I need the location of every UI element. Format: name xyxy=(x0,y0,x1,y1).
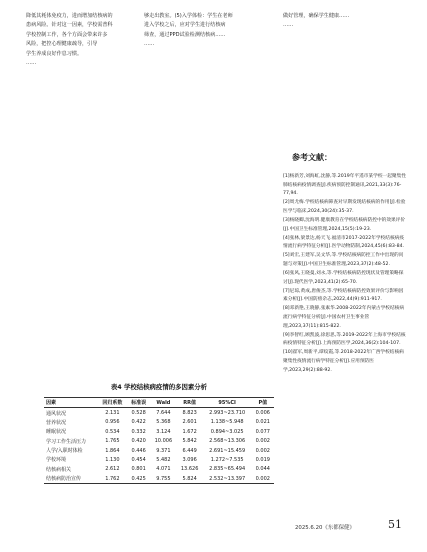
table-row xyxy=(44,418,274,427)
header-coef: 回归系数 xyxy=(102,400,123,407)
table-row xyxy=(44,474,274,484)
paragraph-line: 风险，把控心理健康疏导，引导 xyxy=(26,41,98,48)
table-4 xyxy=(44,382,274,484)
table-cell: 0.956 xyxy=(105,419,120,426)
table-cell: 结核病防治宣传 xyxy=(46,476,82,483)
table-cell: 1.672 xyxy=(182,428,197,435)
table-cell: 睡眠状况 xyxy=(46,429,67,436)
header-ci: 95%CI xyxy=(218,399,236,406)
table-cell: 0.006 xyxy=(255,410,270,417)
reference-item: [1]杨新芳,刘海虹,沈静,等.2019年平遥市某学校一起聚集性肺结核病疫情调查[J].疾病预防控制通讯,2021,33(3):76-77,94. xyxy=(283,174,406,197)
table-cell: 1.762 xyxy=(105,475,120,482)
reference-item: [7]尼琼,黄成,唐俊杰,等.学校结核病防控效果评价与影响因素分析[J].中国防痨杂志,2022,44(9):911-917. xyxy=(283,288,404,303)
table-row xyxy=(44,408,274,418)
table-cell: 9.755 xyxy=(156,475,171,482)
reference-item: [2]周尤梅.学校结核病筛查对早期发现结核病的作用[J].检验医学与临床,2024,30(24):35-37. xyxy=(283,200,406,214)
table-cell: 0.420 xyxy=(131,438,146,445)
table-cell: 7.644 xyxy=(156,410,171,417)
reference-item: [6]张风,王晓曼,刘永,等.学校结核病防控现状及管理策略探讨[J].现代医学,2023,41(2):65-70. xyxy=(283,271,404,285)
table-row xyxy=(44,465,274,474)
left-text-column xyxy=(26,12,130,68)
reference-item: [8]邓新艳,王晓静,张素华.2008-2022年内蒙古学校结核病流行病学特征分析[J].中国农村卫生事业管理,2023,37(11):815-822. xyxy=(283,306,405,329)
table-cell: 营养状况 xyxy=(46,419,67,426)
reference-item: [4]张林,梁景达,杨天飞.福清市2017-2022年学校结核病疫情流行病学特征分析[J].医学动物防制,2024,45(6):83-84. xyxy=(283,235,405,250)
table-cell: 6.449 xyxy=(182,447,197,454)
table-cell: 0.528 xyxy=(131,410,146,417)
header-wald: Wald xyxy=(156,399,171,406)
table-row xyxy=(44,437,274,446)
table-row xyxy=(44,455,274,464)
table-cell: 0.019 xyxy=(255,456,270,463)
table-cell: 13.626 xyxy=(180,466,199,473)
table-cell: 2.532~13.397 xyxy=(209,475,246,482)
table-cell: 0.534 xyxy=(105,428,120,435)
table-row xyxy=(44,427,274,436)
table-cell: 9.371 xyxy=(156,447,171,454)
paragraph-line: 进入学校之后，应对学生进行结核病 xyxy=(144,22,226,29)
table-cell: 1.272~7.535 xyxy=(210,456,244,463)
header-p: P值 xyxy=(258,400,268,407)
table-cell: 2.835~65.494 xyxy=(209,466,246,473)
references-title: 参考文献： xyxy=(292,153,332,162)
reference-item: [5]刘宏,王建军,吴文华,等.学校结核病防控工作中出现的问题与对策[J].中国卫生标准管理,2023,37(2):48-52. xyxy=(283,253,404,267)
table-cell: 人学/入职时体检 xyxy=(46,448,83,455)
table-cell: 2.612 xyxy=(105,466,120,473)
header-rr: RR值 xyxy=(183,400,196,407)
reference-item: [10]翟军,周新平,谭纹霞,等.2018-2022年广西学校结核病聚集性疫情流行病学特征分析[J].应用预防医学,2023,29(2):88-92. xyxy=(283,350,404,373)
reference-item: [3]杨晓卿,沈海明.健康教育在学校结核病防控中的效果评价[J].中国卫生标准管理,2024,15(5):19-23. xyxy=(283,217,406,232)
header-se: 标准误 xyxy=(131,400,147,407)
table-cell: 0.002 xyxy=(255,438,270,445)
references-list xyxy=(283,173,407,376)
table-cell: 0.021 xyxy=(255,419,270,426)
table-cell: 学校环境 xyxy=(46,457,67,464)
data-table xyxy=(44,397,274,484)
table-cell: 通风状况 xyxy=(46,410,67,417)
table-cell: 1.138~5.948 xyxy=(210,419,244,426)
table-cell: 0.332 xyxy=(131,428,146,435)
table-cell: 4.071 xyxy=(156,466,171,473)
table-cell: 1.130 xyxy=(105,456,120,463)
table-cell: 3.096 xyxy=(182,456,197,463)
table-cell: 5.482 xyxy=(156,456,171,463)
paragraph-line: 做好管理，确保学生健康…… xyxy=(283,13,350,19)
table-cell: 1.864 xyxy=(105,447,120,454)
journal-footer: 2025.6.20《东都保健》 xyxy=(295,525,355,531)
table-cell: 3.124 xyxy=(156,428,171,435)
table-title: 表4 学校结核病疫情的多因素分析 xyxy=(110,383,208,391)
paragraph-line: 筛查，通过PPD试验检测结核病…… xyxy=(144,31,226,38)
table-cell: 学习工作生活压力 xyxy=(46,438,87,445)
paragraph-line: 学生养成良好作息习惯。 xyxy=(26,50,83,57)
table-cell: 5.842 xyxy=(182,438,197,445)
table-cell: 0.894~3.025 xyxy=(210,428,244,435)
table-cell: 0.446 xyxy=(131,447,146,454)
table-cell: 2.568~13.306 xyxy=(209,438,246,445)
table-cell: 2.601 xyxy=(182,419,197,426)
table-cell: 0.002 xyxy=(255,475,270,482)
paragraph-line: 降低其耗体免疫力，进而增加结核病的 xyxy=(26,13,113,19)
table-cell: 0.454 xyxy=(131,456,146,463)
paragraph-line: …… xyxy=(144,41,155,48)
paragraph-line: …… xyxy=(26,59,37,66)
table-cell: 2.993~23.710 xyxy=(209,410,246,417)
table-cell: 0.422 xyxy=(131,419,146,426)
header-factor: 因素 xyxy=(46,400,57,407)
table-cell: 0.077 xyxy=(255,428,270,435)
table-cell: 5.368 xyxy=(156,419,171,426)
page-number: 51 xyxy=(388,518,402,531)
middle-text-column xyxy=(144,12,270,50)
table-cell: 5.824 xyxy=(182,475,197,482)
reference-item: [9]李智红,顾凯波,徐思思,等.2019-2022年上海市学校结核病疫情特征分析[J].上海预防医学,2024,36(2):104-107. xyxy=(283,332,406,347)
paragraph-line: …… xyxy=(283,22,294,29)
table-cell: 2.691~15.459 xyxy=(209,447,246,454)
table-cell: 0.425 xyxy=(131,475,146,482)
paragraph-line: 学校控制工作，各个方面会带来许多 xyxy=(26,31,108,38)
table-cell: 结核病相关 xyxy=(46,466,72,473)
table-cell: 0.801 xyxy=(131,466,146,473)
table-cell: 10.006 xyxy=(154,438,173,445)
paragraph-line: 患病风险。针对这一因素，学校需普科 xyxy=(26,22,113,29)
table-row xyxy=(44,446,274,455)
right-text-column xyxy=(283,12,405,31)
table-cell: 1.765 xyxy=(105,438,120,445)
table-cell: 2.131 xyxy=(105,410,120,417)
table-cell: 0.044 xyxy=(255,466,270,473)
table-cell: 8.823 xyxy=(182,410,197,417)
paragraph-line: 够走出教室。(5)入学体检：学生在老师 xyxy=(144,13,233,19)
table-cell: 0.002 xyxy=(255,447,270,454)
table-header-row xyxy=(44,398,274,408)
